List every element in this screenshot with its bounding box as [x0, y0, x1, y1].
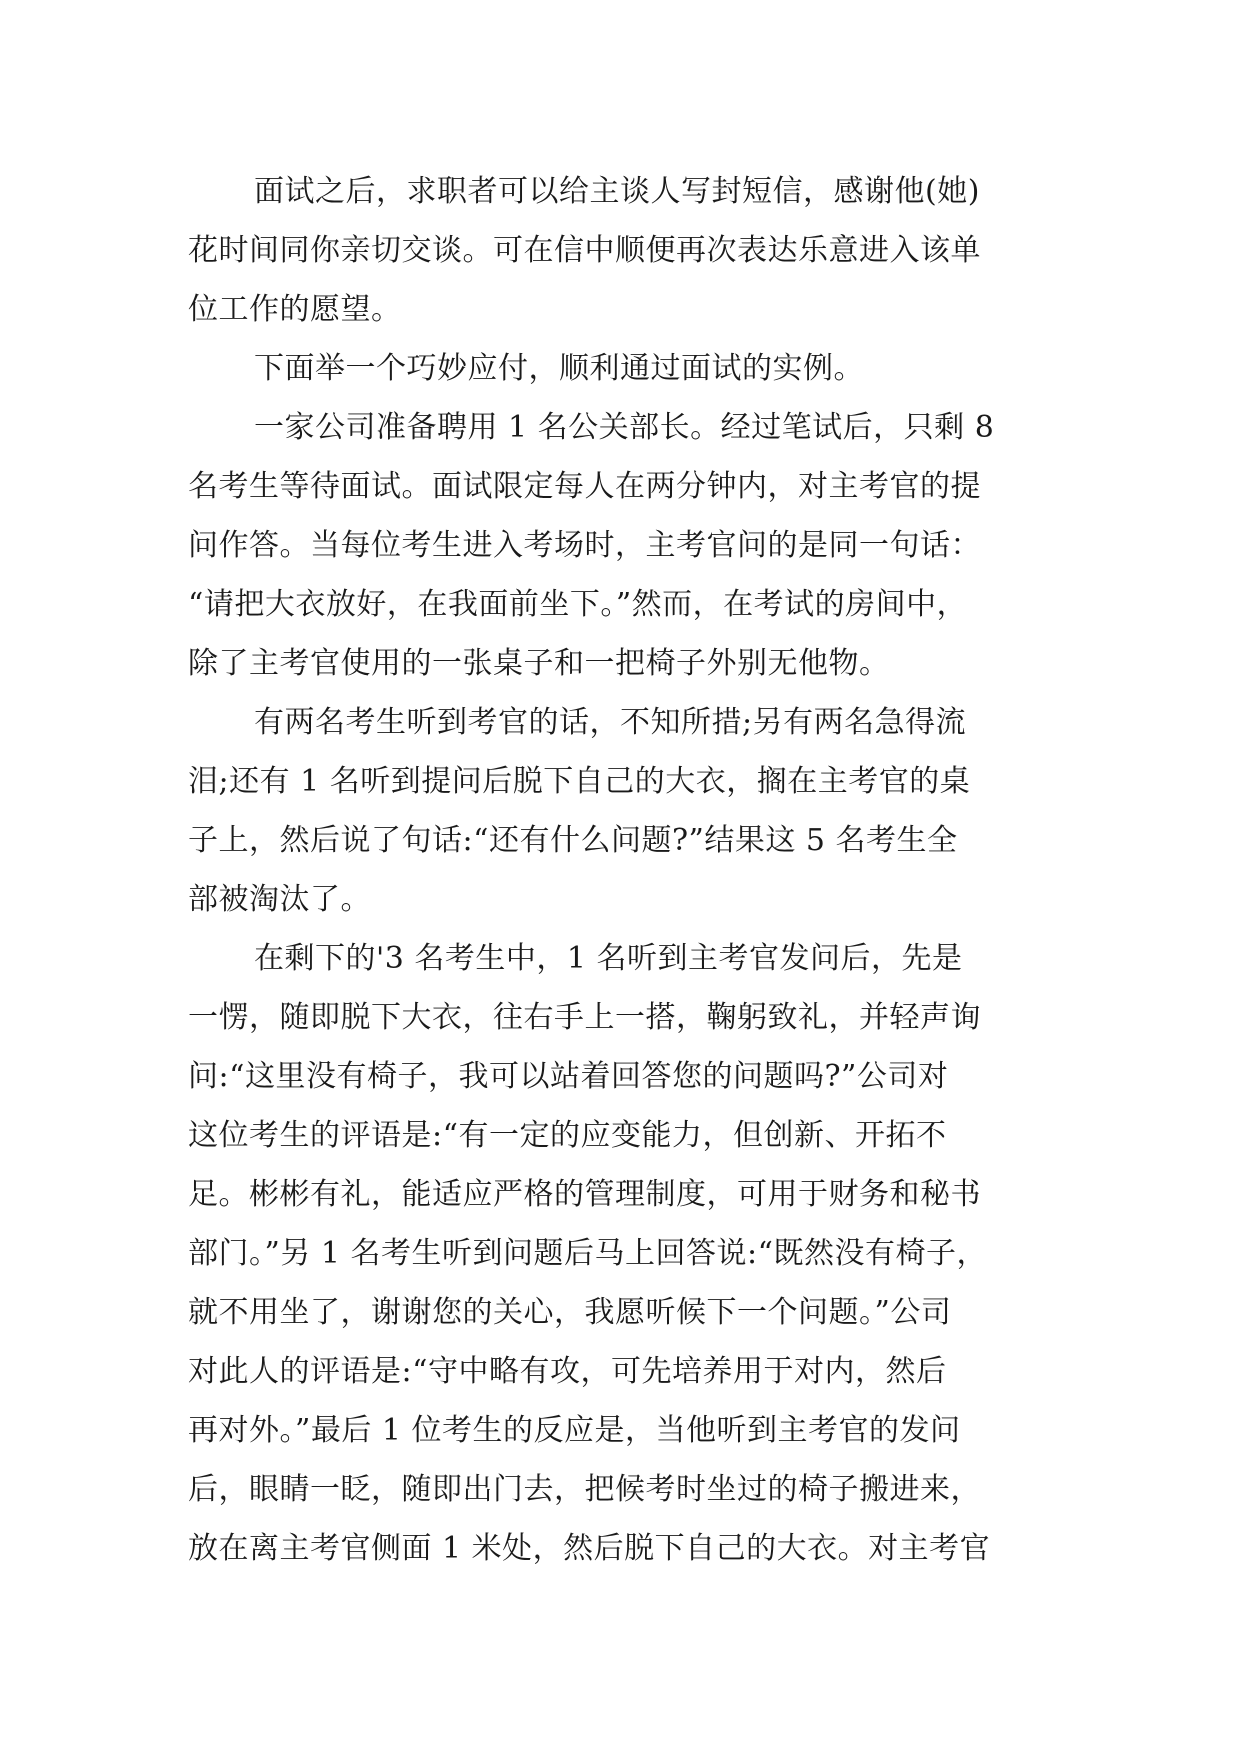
- text-line: 花时间同你亲切交谈。可在信中顺便再次表达乐意进入该单: [188, 233, 981, 268]
- text-line: 有两名考生听到考官的话，不知所措;另有两名急得流: [254, 705, 967, 740]
- text-line: 对此人的评语是:“守中略有攻，可先培养用于对内，然后: [188, 1354, 947, 1389]
- text-line: 子上，然后说了句话:“还有什么问题?”结果这 5 名考生全: [188, 823, 958, 858]
- text-line: 在剩下的'3 名考生中，1 名听到主考官发问后，先是: [254, 941, 963, 976]
- text-line: “请把大衣放好，在我面前坐下。”然而，在考试的房间中，: [188, 587, 968, 622]
- text-line: 问:“这里没有椅子，我可以站着回答您的问题吗?”公司对: [188, 1059, 949, 1094]
- text-line: 泪;还有 1 名听到提问后脱下自己的大衣，搁在主考官的桌: [188, 764, 971, 799]
- text-line: 部被淘汰了。: [188, 882, 371, 917]
- text-line: 这位考生的评语是:“有一定的应变能力，但创新、开拓不: [188, 1118, 947, 1153]
- text-line: 后，眼睛一眨，随即出门去，把候考时坐过的椅子搬进来，: [188, 1472, 981, 1507]
- text-line: 面试之后，求职者可以给主谈人写封短信，感谢他(她): [254, 174, 980, 209]
- text-line: 下面举一个巧妙应付，顺利通过面试的实例。: [254, 351, 864, 386]
- text-line: 足。彬彬有礼，能适应严格的管理制度，可用于财务和秘书: [188, 1177, 981, 1212]
- text-line: 位工作的愿望。: [188, 292, 402, 327]
- text-line: 名考生等待面试。面试限定每人在两分钟内，对主考官的提: [188, 469, 981, 504]
- text-line: 放在离主考官侧面 1 米处，然后脱下自己的大衣。对主考官: [188, 1531, 991, 1566]
- text-line: 一家公司准备聘用 1 名公关部长。经过笔试后，只剩 8: [254, 410, 995, 445]
- text-line: 除了主考官使用的一张桌子和一把椅子外别无他物。: [188, 646, 890, 681]
- text-line: 问作答。当每位考生进入考场时，主考官问的是同一句话：: [188, 528, 981, 563]
- text-line: 就不用坐了，谢谢您的关心，我愿听候下一个问题。”公司: [188, 1295, 952, 1330]
- text-line: 再对外。”最后 1 位考生的反应是，当他听到主考官的发问: [188, 1413, 961, 1448]
- text-line: 一愣，随即脱下大衣，往右手上一搭，鞠躬致礼，并轻声询: [188, 1000, 981, 1035]
- text-line: 部门。”另 1 名考生听到问题后马上回答说:“既然没有椅子，: [188, 1236, 987, 1271]
- body-text: [188, 162, 1068, 1578]
